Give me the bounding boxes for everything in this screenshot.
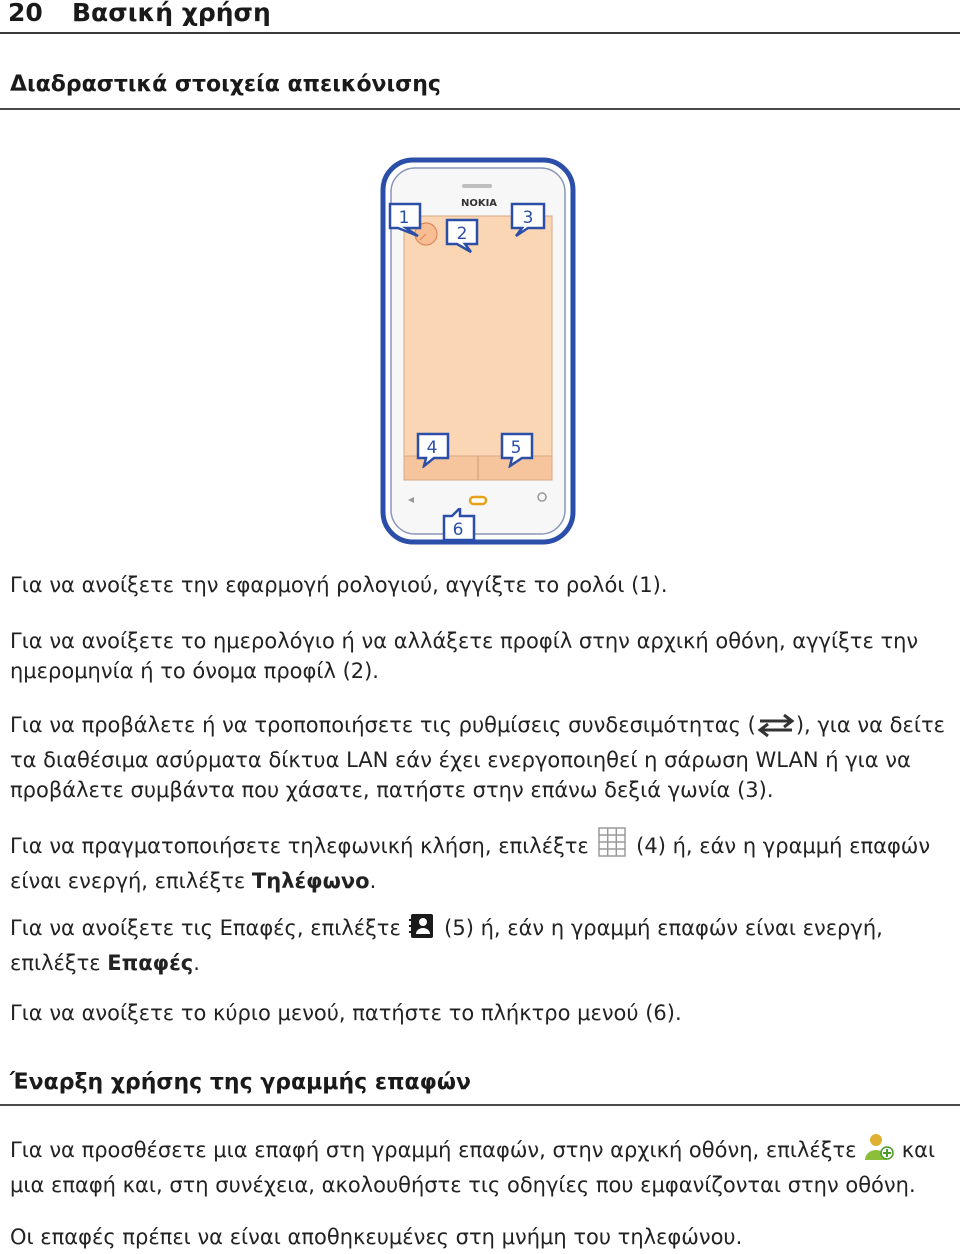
callout-1-label: 1 [398,208,410,228]
callout-2 [445,218,481,254]
callout-1 [388,202,424,238]
contacts-app-label: Επαφές [107,951,194,975]
connectivity-arrows-icon [756,713,796,745]
paragraph-add-contact [10,1132,955,1200]
callout-4 [416,432,452,468]
paragraph-calendar: Για να ανοίξετε το ημερολόγιο ή να αλλάξετε προφίλ στην αρχική οθόνη, αγγίξτε την ημερομηνία ή το όνομα προφίλ (2). [10,629,919,683]
callout-6 [442,508,478,544]
phone-illustration [378,156,578,546]
paragraph-call-start: Για να πραγματοποιήσετε τηλεφωνική κλήση, επιλέξτε [10,834,596,858]
section-heading-contacts-bar: Έναρξη χρήσης της γραμμής επαφών [10,1070,471,1095]
header-divider [0,32,960,34]
section-divider-2 [0,1104,960,1106]
phone-brand: NOKIA [460,198,498,209]
paragraph-contacts-mid: (5) ή, εάν η γραμμή επαφών είναι ενεργή, επιλέξτε [10,916,883,975]
callout-3-label: 3 [522,208,534,228]
page-header [0,0,960,32]
add-contact-icon [863,1132,895,1170]
phone-app-label: Τηλέφωνο [251,869,370,893]
callout-5 [500,432,536,468]
section-heading-interactive-elements: Διαδραστικά στοιχεία απεικόνισης [10,72,441,97]
paragraph-contacts-end: . [193,951,200,975]
paragraph-add-contact-start: Για να προσθέσετε μια επαφή στη γραμμή επαφών, στην αρχική οθόνη, επιλέξτε [10,1138,864,1162]
paragraph-add-contact-end: και μια επαφή και, στη συνέχεια, ακολουθήστε τις οδηγίες που εμφανίζονται στην οθόνη. [10,1138,936,1197]
paragraph-contacts-start: Για να ανοίξετε τις Επαφές, επιλέξτε [10,916,408,940]
paragraph-connectivity [10,710,955,805]
contacts-book-icon [407,912,437,948]
paragraph-connectivity-end: ), για να δείτε τα διαθέσιμα ασύρματα δίκτυα LAN εάν έχει ενεργοποιηθεί η σάρωση WLAN ή για να προβάλετε συμβάντα που χάσατε, πατήστε στην επάνω δεξιά γωνία (3). [10,713,945,802]
dialer-keypad-icon [595,826,629,866]
paragraph-connectivity-start: Για να προβάλετε ή να τροποποιήσετε τις ρυθμίσεις συνδεσιμότητας ( [10,713,756,737]
page-number: 20 [8,0,43,27]
callout-5-label: 5 [510,438,522,458]
callout-2-label: 2 [456,224,468,244]
paragraph-clock: Για να ανοίξετε την εφαρμογή ρολογιού, αγγίξτε το ρολόι (1). [10,573,668,597]
paragraph-contacts [10,912,955,978]
callout-3 [510,202,546,238]
paragraph-contacts-memory: Οι επαφές πρέπει να είναι αποθηκευμένες στη μνήμη του τηλεφώνου. [10,1225,743,1249]
section-divider [0,108,960,110]
callout-4-label: 4 [426,438,438,458]
paragraph-call-end: . [369,869,377,893]
page-title: Βασική χρήση [72,0,271,27]
paragraph-menu-key: Για να ανοίξετε το κύριο μενού, πατήστε το πλήκτρο μενού (6). [10,1001,682,1025]
paragraph-call [10,826,955,896]
callout-6-label: 6 [452,520,464,540]
paragraph-call-mid: (4) ή, εάν η γραμμή επαφών είναι ενεργή, επιλέξτε [10,834,931,893]
